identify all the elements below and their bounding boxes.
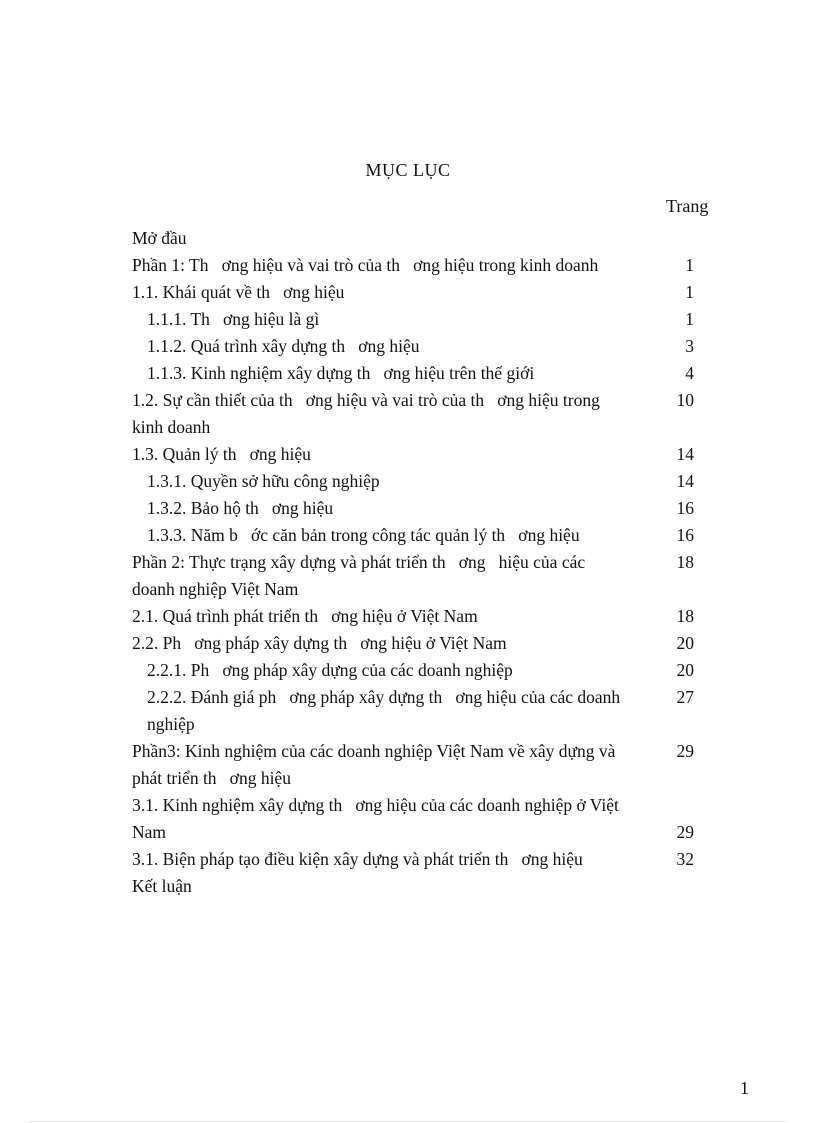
toc-entry	[132, 441, 712, 468]
toc-entry-page: 27	[676, 687, 694, 707]
toc-entry	[132, 738, 712, 792]
toc-entry	[132, 549, 712, 603]
toc-entry-text: 1.1.1. Th ơng hiệu là gì	[147, 309, 320, 329]
toc-entry-text: Phần 2: Thực trạng xây dựng và phát triển th ơng hiệu của các doanh nghiệp Việt Nam	[132, 552, 590, 599]
toc-entry-text: Phần3: Kinh nghiệm của các doanh nghiệp Việt Nam về xây dựng và phát triển th ơng hiệu	[132, 741, 620, 788]
toc-entry-page: 32	[676, 849, 694, 869]
page-title: MỤC LỤC	[365, 160, 451, 180]
toc-entry-text: Phần 1: Th ơng hiệu và vai trò của th ơng hiệu trong kinh doanh	[132, 255, 599, 275]
toc-entry-text: 2.2.2. Đánh giá ph ơng pháp xây dựng th ơng hiệu của các doanh nghiệp	[147, 687, 625, 734]
toc-entry-page: 18	[676, 606, 694, 626]
toc-entry-page: 1	[685, 309, 694, 329]
toc-entry	[132, 792, 712, 846]
toc-entry	[132, 360, 712, 387]
toc-entry	[132, 279, 712, 306]
toc-entry-page: 4	[685, 363, 694, 383]
toc-entry-text: 1.3. Quản lý th ơng hiệu	[132, 444, 311, 464]
toc-entry-page: 3	[685, 336, 694, 356]
toc-entry-text: 3.1. Kinh nghiệm xây dựng th ơng hiệu của các doanh nghiệp ở Việt Nam	[132, 795, 624, 842]
toc-entry-text: 1.3.1. Quyền sở hữu công nghiệp	[147, 471, 380, 491]
toc-entry-page: 16	[676, 525, 694, 545]
toc-entry	[132, 333, 712, 360]
toc-entry-page: 14	[676, 444, 694, 464]
toc-entry-page: 14	[676, 471, 694, 491]
page-column-heading: Trang	[666, 196, 709, 216]
toc-entry	[132, 522, 712, 549]
toc-entry-text: 1.3.3. Năm b ớc căn bản trong công tác quản lý th ơng hiệu	[147, 525, 580, 545]
toc-entry-page: 20	[676, 633, 694, 653]
toc-entry	[132, 846, 712, 873]
toc-entry-page: 20	[676, 660, 694, 680]
toc-entry-page: 18	[676, 552, 694, 572]
toc-entry	[132, 495, 712, 522]
toc-entry-text: 1.2. Sự cần thiết của th ơng hiệu và vai trò của th ơng hiệu trong kinh doanh	[132, 390, 605, 437]
toc-entry-text: 2.2. Ph ơng pháp xây dựng th ơng hiệu ở Việt Nam	[132, 633, 507, 653]
toc-entry	[132, 306, 712, 333]
toc-entry	[132, 684, 712, 738]
toc-entry-text: 3.1. Biện pháp tạo điều kiện xây dựng và phát triển th ơng hiệu	[132, 849, 583, 869]
toc-entry-page: 29	[676, 741, 694, 761]
toc-entry	[132, 873, 712, 900]
footer-divider	[30, 1121, 786, 1122]
toc-entry	[132, 468, 712, 495]
toc-entry-page: 1	[685, 255, 694, 275]
toc-entry-text: 1.1.3. Kinh nghiệm xây dựng th ơng hiệu trên thế giới	[147, 363, 535, 383]
toc-entry-text: 1.1. Khái quát về th ơng hiệu	[132, 282, 345, 302]
toc-entry	[132, 225, 712, 252]
toc-entry-text: 1.3.2. Bảo hộ th ơng hiệu	[147, 498, 334, 518]
toc-entry-text: Mở đầu	[132, 228, 187, 248]
toc-entry	[132, 657, 712, 684]
toc-entry-text: Kết luận	[132, 876, 192, 896]
toc-entry-text: 2.1. Quá trình phát triển th ơng hiệu ở Việt Nam	[132, 606, 478, 626]
toc-entry-text: 2.2.1. Ph ơng pháp xây dựng của các doanh nghiệp	[147, 660, 513, 680]
toc-entry-page: 1	[685, 282, 694, 302]
toc-entry	[132, 252, 712, 279]
toc-entry-page: 29	[676, 822, 694, 842]
footer-page-number: 1	[740, 1078, 749, 1098]
toc-entry-page: 10	[676, 390, 694, 410]
toc-entry-page: 16	[676, 498, 694, 518]
toc-entry-text: 1.1.2. Quá trình xây dựng th ơng hiệu	[147, 336, 420, 356]
table-of-contents	[132, 225, 712, 900]
toc-entry	[132, 630, 712, 657]
toc-entry	[132, 387, 712, 441]
toc-entry	[132, 603, 712, 630]
